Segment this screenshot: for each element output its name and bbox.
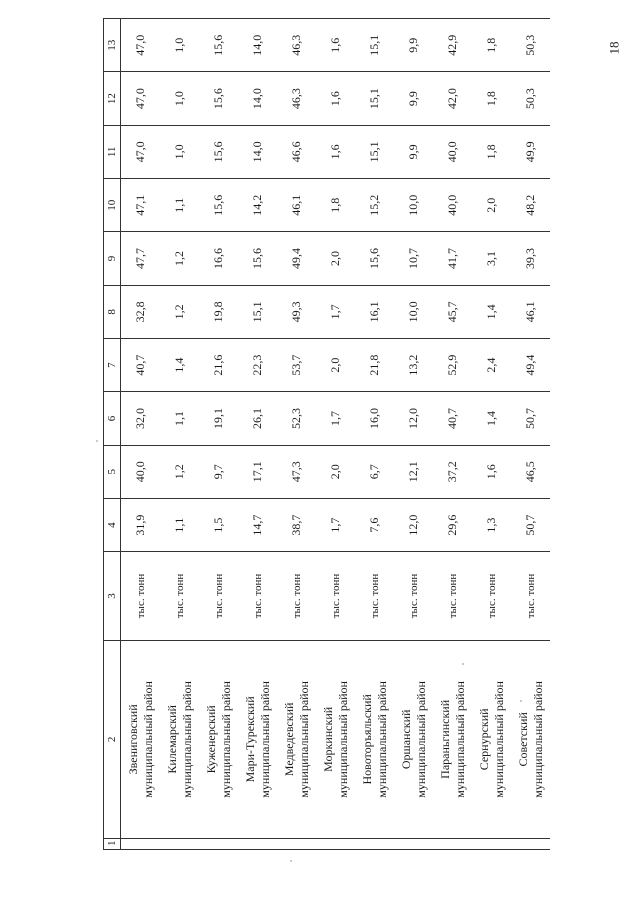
data-table [103, 18, 550, 850]
value-cell: 1,6 [472, 445, 511, 498]
district-type: муниципальный район [491, 681, 506, 798]
value-cell: 32,0 [121, 392, 161, 445]
value-cell: 6,7 [355, 445, 394, 498]
row-number-cell [472, 838, 511, 849]
district-name: Сернурский [476, 708, 491, 771]
unit-cell: тыс. тонн [121, 552, 161, 641]
page-number: 18 [606, 41, 622, 55]
column-header: 2 [104, 640, 121, 838]
value-cell: 15,1 [355, 72, 394, 125]
value-cell: 1,7 [316, 285, 355, 338]
value-cell: 1,2 [160, 285, 199, 338]
value-cell: 15,6 [199, 179, 238, 232]
value-cell: 31,9 [121, 498, 161, 551]
value-cell: 14,7 [238, 498, 277, 551]
unit-cell: тыс. тонн [238, 552, 277, 641]
value-cell: 49,9 [511, 125, 550, 178]
column-header: 12 [104, 72, 121, 125]
unit-cell: тыс. тонн [433, 552, 472, 641]
value-cell: 41,7 [433, 232, 472, 285]
district-name-cell [199, 640, 238, 838]
value-cell: 47,0 [121, 125, 161, 178]
column-header: 9 [104, 232, 121, 285]
value-cell: 1,8 [472, 125, 511, 178]
value-cell: 40,0 [433, 125, 472, 178]
district-name-cell [394, 640, 433, 838]
value-cell: 1,8 [316, 179, 355, 232]
district-type: муниципальный район [413, 681, 428, 798]
column-header: 8 [104, 285, 121, 338]
value-cell: 46,3 [277, 72, 316, 125]
value-cell: 19,1 [199, 392, 238, 445]
value-cell: 38,7 [277, 498, 316, 551]
value-cell: 26,1 [238, 392, 277, 445]
value-cell: 15,1 [355, 19, 394, 72]
value-cell: 15,6 [199, 19, 238, 72]
row-number-cell [121, 838, 161, 849]
table-body [121, 19, 551, 850]
value-cell: 1,2 [160, 232, 199, 285]
value-cell: 1,4 [472, 285, 511, 338]
district-name-cell [121, 640, 161, 838]
value-cell: 2,0 [316, 338, 355, 391]
value-cell: 1,0 [160, 19, 199, 72]
table-row [394, 19, 433, 850]
unit-cell: тыс. тонн [316, 552, 355, 641]
value-cell: 16,1 [355, 285, 394, 338]
value-cell: 46,5 [511, 445, 550, 498]
value-cell: 14,0 [238, 19, 277, 72]
value-cell: 49,4 [277, 232, 316, 285]
row-number-cell [316, 838, 355, 849]
district-name: Килемарский [164, 705, 179, 774]
table-row [121, 19, 161, 850]
unit-cell: тыс. тонн [511, 552, 550, 641]
value-cell: 9,7 [199, 445, 238, 498]
value-cell: 9,9 [394, 72, 433, 125]
value-cell: 42,0 [433, 72, 472, 125]
district-name-cell [472, 640, 511, 838]
column-header: 13 [104, 19, 121, 72]
row-number-cell [355, 838, 394, 849]
value-cell: 14,0 [238, 72, 277, 125]
table-row [472, 19, 511, 850]
unit-cell: тыс. тонн [472, 552, 511, 641]
value-cell: 2,0 [316, 232, 355, 285]
district-name: Параньгинский [437, 699, 452, 779]
value-cell: 15,6 [355, 232, 394, 285]
value-cell: 17,1 [238, 445, 277, 498]
row-number-cell [394, 838, 433, 849]
value-cell: 1,8 [472, 19, 511, 72]
row-number-cell [433, 838, 472, 849]
value-cell: 1,1 [160, 392, 199, 445]
value-cell: 2,0 [316, 445, 355, 498]
value-cell: 2,4 [472, 338, 511, 391]
value-cell: 1,8 [472, 72, 511, 125]
value-cell: 21,8 [355, 338, 394, 391]
value-cell: 15,2 [355, 179, 394, 232]
table-row [433, 19, 472, 850]
value-cell: 32,8 [121, 285, 161, 338]
row-number-cell [238, 838, 277, 849]
value-cell: 48,2 [511, 179, 550, 232]
district-name: Моркинский [320, 706, 335, 772]
value-cell: 3,1 [472, 232, 511, 285]
unit-cell: тыс. тонн [394, 552, 433, 641]
value-cell: 1,3 [472, 498, 511, 551]
row-number-cell [277, 838, 316, 849]
value-cell: 1,5 [199, 498, 238, 551]
value-cell: 1,6 [316, 125, 355, 178]
scan-speck [462, 663, 464, 665]
value-cell: 15,6 [199, 125, 238, 178]
unit-cell: тыс. тонн [199, 552, 238, 641]
district-name-cell [511, 640, 550, 838]
table-row [316, 19, 355, 850]
value-cell: 10,7 [394, 232, 433, 285]
value-cell: 9,9 [394, 125, 433, 178]
value-cell: 15,6 [238, 232, 277, 285]
value-cell: 49,4 [511, 338, 550, 391]
value-cell: 46,6 [277, 125, 316, 178]
value-cell: 47,7 [121, 232, 161, 285]
table-row [355, 19, 394, 850]
value-cell: 21,6 [199, 338, 238, 391]
value-cell: 1,6 [316, 72, 355, 125]
district-name-cell [277, 640, 316, 838]
value-cell: 9,9 [394, 19, 433, 72]
table-row [238, 19, 277, 850]
value-cell: 45,7 [433, 285, 472, 338]
value-cell: 1,7 [316, 498, 355, 551]
column-header: 10 [104, 179, 121, 232]
value-cell: 22,3 [238, 338, 277, 391]
value-cell: 19,8 [199, 285, 238, 338]
column-header: 1 [104, 838, 121, 849]
value-cell: 50,7 [511, 392, 550, 445]
value-cell: 1,1 [160, 179, 199, 232]
district-name: Оршанский [398, 709, 413, 770]
district-type: муниципальный район [452, 681, 467, 798]
value-cell: 14,2 [238, 179, 277, 232]
value-cell: 7,6 [355, 498, 394, 551]
value-cell: 1,7 [316, 392, 355, 445]
district-name: Звениговский [125, 704, 140, 775]
value-cell: 40,7 [121, 338, 161, 391]
value-cell: 46,1 [511, 285, 550, 338]
column-header: 4 [104, 498, 121, 551]
column-header: 3 [104, 552, 121, 641]
value-cell: 2,0 [472, 179, 511, 232]
value-cell: 1,4 [472, 392, 511, 445]
value-cell: 13,2 [394, 338, 433, 391]
value-cell: 10,0 [394, 285, 433, 338]
table-row [199, 19, 238, 850]
unit-cell: тыс. тонн [160, 552, 199, 641]
unit-cell: тыс. тонн [277, 552, 316, 641]
value-cell: 15,1 [355, 125, 394, 178]
district-type: муниципальный район [530, 681, 545, 798]
value-cell: 16,6 [199, 232, 238, 285]
value-cell: 42,9 [433, 19, 472, 72]
value-cell: 40,0 [433, 179, 472, 232]
district-name: Мари-Турекский [242, 696, 257, 783]
value-cell: 10,0 [394, 179, 433, 232]
district-name: Советский [515, 712, 530, 767]
value-cell: 40,7 [433, 392, 472, 445]
district-name-cell [355, 640, 394, 838]
table-wrapper [103, 18, 550, 850]
unit-cell: тыс. тонн [355, 552, 394, 641]
district-name: Медведевский [281, 702, 296, 777]
value-cell: 1,0 [160, 125, 199, 178]
scan-speck [290, 860, 292, 862]
district-name-cell [316, 640, 355, 838]
value-cell: 53,7 [277, 338, 316, 391]
column-header: 7 [104, 338, 121, 391]
district-name-cell [160, 640, 199, 838]
value-cell: 47,3 [277, 445, 316, 498]
district-type: муниципальный район [374, 681, 389, 798]
district-type: муниципальный район [179, 681, 194, 798]
district-name-cell [433, 640, 472, 838]
value-cell: 16,0 [355, 392, 394, 445]
value-cell: 50,7 [511, 498, 550, 551]
district-type: муниципальный район [140, 681, 155, 798]
scan-speck [96, 440, 98, 442]
value-cell: 15,1 [238, 285, 277, 338]
table-row [511, 19, 550, 850]
district-name: Куженерский [203, 705, 218, 774]
value-cell: 47,0 [121, 19, 161, 72]
value-cell: 1,4 [160, 338, 199, 391]
district-name: Новоторъяльский [359, 694, 374, 785]
value-cell: 52,3 [277, 392, 316, 445]
value-cell: 14,0 [238, 125, 277, 178]
value-cell: 29,6 [433, 498, 472, 551]
row-number-cell [160, 838, 199, 849]
district-type: муниципальный район [218, 681, 233, 798]
value-cell: 47,1 [121, 179, 161, 232]
value-cell: 47,0 [121, 72, 161, 125]
value-cell: 15,6 [199, 72, 238, 125]
column-header: 6 [104, 392, 121, 445]
row-number-cell [511, 838, 550, 849]
district-type: муниципальный район [296, 681, 311, 798]
value-cell: 37,2 [433, 445, 472, 498]
value-cell: 46,3 [277, 19, 316, 72]
district-type: муниципальный район [257, 681, 272, 798]
value-cell: 50,3 [511, 72, 550, 125]
district-name-cell [238, 640, 277, 838]
table-row [160, 19, 199, 850]
column-header: 5 [104, 445, 121, 498]
scan-speck [520, 700, 522, 702]
row-number-cell [199, 838, 238, 849]
value-cell: 12,0 [394, 498, 433, 551]
value-cell: 39,3 [511, 232, 550, 285]
value-cell: 52,9 [433, 338, 472, 391]
value-cell: 1,6 [316, 19, 355, 72]
header-row [104, 19, 121, 850]
value-cell: 49,3 [277, 285, 316, 338]
district-type: муниципальный район [335, 681, 350, 798]
value-cell: 40,0 [121, 445, 161, 498]
value-cell: 46,1 [277, 179, 316, 232]
value-cell: 12,0 [394, 392, 433, 445]
value-cell: 1,2 [160, 445, 199, 498]
value-cell: 50,3 [511, 19, 550, 72]
value-cell: 12,1 [394, 445, 433, 498]
column-header: 11 [104, 125, 121, 178]
value-cell: 1,1 [160, 498, 199, 551]
value-cell: 1,0 [160, 72, 199, 125]
table-row [277, 19, 316, 850]
